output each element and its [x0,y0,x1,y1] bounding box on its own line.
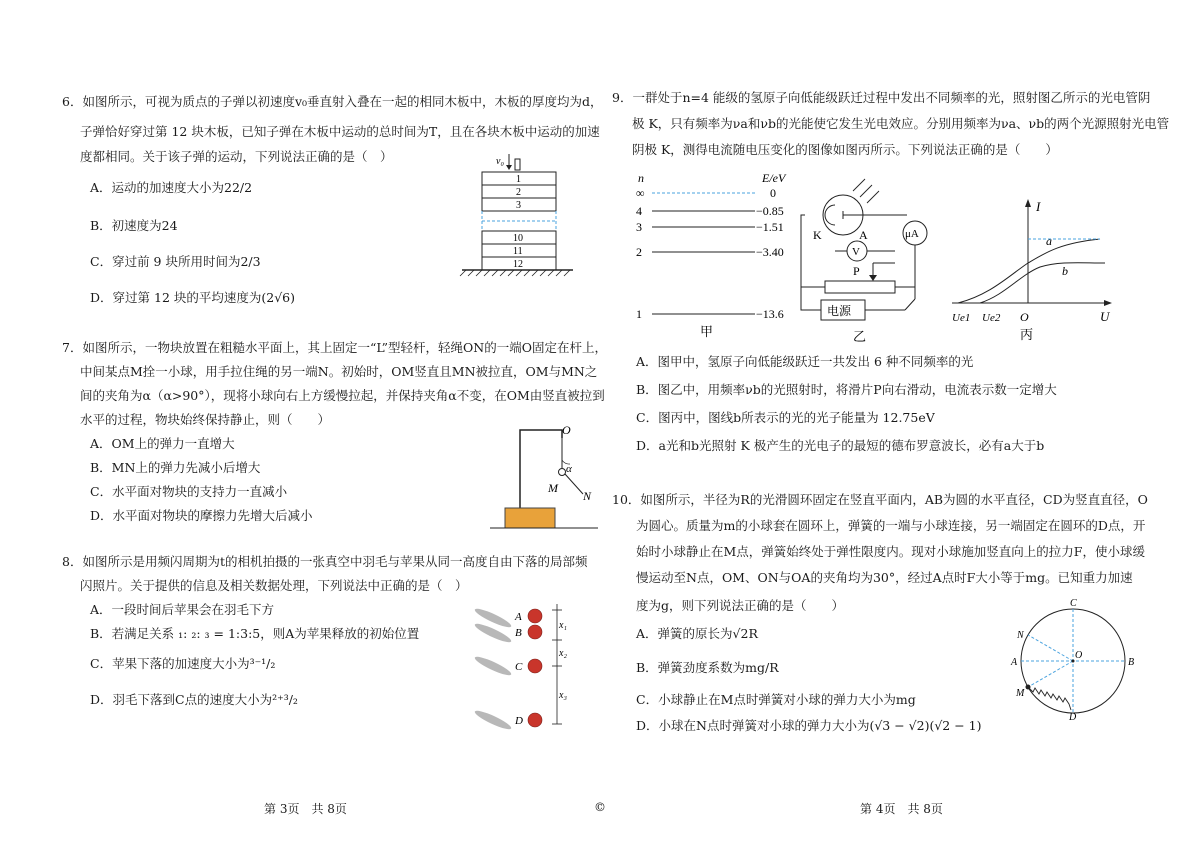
board-label-3: 3 [516,200,521,211]
q9-option-b: B．图乙中，用频率νb的光照射时，将滑片P向右滑动，电流表示数一定增大 [636,382,1057,397]
q10-label-C: C [1070,598,1077,609]
page-number-left: 第 3页 共 8页 [264,802,347,816]
level-1-e: −13.6 [756,307,784,321]
graph-Ue1-label: Ue1 [952,312,971,324]
q8-line-1: 8．如图所示是用频闪周期为t的相机拍摄的一张真空中羽毛与苹果从同一高度自由下落的局部频 [62,554,588,569]
q10-option-d: D．小球在N点时弹簧对小球的弹力大小为(√3 − √2)(√2 − 1) [636,718,982,733]
board-label-12: 12 [513,259,523,270]
apple-C [528,659,542,673]
q10-label-B: B [1128,657,1135,668]
q10-line-1: 10．如图所示，半径为R的光滑圆环固定在竖直平面内，AB为圆的水平直径，CD为竖直直径，O [612,492,1148,507]
graph-O-label: O [1020,310,1029,324]
q10-figure-ring [1011,598,1145,723]
jia-E-label: E/eV [762,171,786,185]
page-number-right: 第 4页 共 8页 [860,802,943,816]
q9-figure-IU-graph [950,175,1120,345]
q7-option-b: B．MN上的弹力先减小后增大 [90,460,261,475]
q7-line-3: 间的夹角为α（α>90°），现将小球向右上方缓慢拉起，并保持夹角α不变，在OM由竖直被拉到 [80,388,605,403]
jia-n-label: n [638,171,644,185]
level-inf-n: ∞ [636,186,645,200]
q8-label-A: A [515,611,522,623]
q7-block [505,508,555,528]
board-label-1: 1 [516,174,521,185]
level-1-n: 1 [636,307,642,321]
level-2-n: 2 [636,245,642,259]
bing-caption: 丙 [1020,327,1034,342]
q8-label-x2: x₂ [559,648,567,659]
q8-label-D: D [515,715,523,727]
q6-figure-boards [458,150,578,275]
q9-figure-circuit [795,175,945,345]
q10-option-c: C．小球静止在M点时弹簧对小球的弹力大小为mg [636,692,916,707]
q8-label-C: C [515,661,523,673]
rheostat [825,281,895,293]
q7-label-M: M [548,481,558,495]
q10-line-4: 慢运动至N点，OM、ON与OA的夹角均为30°，经过A点时F大小等于mg。已知重力加速 [636,570,1133,585]
q10-label-A: A [1011,657,1018,668]
q6-line-3: 度都相同。关于该子弹的运动，下列说法正确的是（ ） [80,149,393,164]
circuit-K-label: K [813,228,822,242]
q8-label-x3: x₃ [559,690,567,701]
q6-option-c: C．穿过前 9 块所用时间为2/3 [90,254,261,269]
level-3-e: −1.51 [756,220,784,234]
light-rays-icon [853,179,879,203]
level-2-e: −3.40 [756,245,784,259]
q7-ball [559,469,566,476]
curve-a [958,239,1100,303]
jia-caption: 甲 [700,324,714,339]
board-label-2: 2 [516,187,521,198]
q7-line-4: 水平的过程，物块始终保持静止，则（ ） [80,412,331,427]
board-label-11: 11 [513,246,523,257]
q7-option-a: A．OM上的弹力一直增大 [90,436,235,451]
level-4-n: 4 [636,204,642,218]
q7-line-1: 7．如图所示，一物块放置在粗糙水平面上，其上固定一“L”型轻杆，轻绳ON的一端O固定在杆上， [62,340,607,355]
q10-label-D: D [1069,712,1077,723]
q8-figure-strobe [465,598,585,738]
q10-label-M: M [1016,688,1025,699]
copyright-mark: © [594,800,606,814]
apple-A [528,609,542,623]
q9-option-c: C．图丙中，图线b所表示的光的光子能量为 12.75eV [636,410,935,425]
q9-line-2: 极 K，只有频率为νa和νb的光能使它发生光电效应。分别用频率为νa、νb的两个光源照射光电管 [632,116,1170,131]
board-label-10: 10 [513,233,523,244]
q9-option-a: A．图甲中，氢原子向低能级跃迁一共发出 6 种不同频率的光 [636,354,974,369]
q6-line-1: 6．如图所示，可视为质点的子弹以初速度v₀垂直射入叠在一起的相同木板中，木板的厚度均为d， [62,94,603,109]
circuit-A-label: A [859,228,868,242]
curve-b [980,263,1105,303]
q7-line-2: 中间某点M拴一小球，用手拉住绳的另一端N。初始时，OM竖直且MN被拉直，OM与MN之 [80,364,598,379]
graph-Ue2-label: Ue2 [982,312,1001,324]
q7-label-O: O [562,423,571,437]
q8-label-B: B [515,627,522,639]
slider-P-label: P [853,264,860,278]
feather-4 [473,708,513,732]
q8-option-b: B．若满足关系 ₁: ₂: ₃ = 1:3:5，则A为苹果释放的初始位置 [90,626,420,641]
q6-option-d: D．穿过第 12 块的平均速度为(2√6) [90,290,295,305]
q8-line-2: 闪照片。关于提供的信息及相关数据处理，下列说法中正确的是（ ） [80,578,468,593]
q9-figure-energy-levels [630,170,810,340]
q8-label-x1: x₁ [559,620,567,631]
level-4-e: −0.85 [756,204,784,218]
q10-ball [1026,685,1031,690]
curve-a-label: a [1046,234,1052,248]
q8-option-a: A．一段时间后苹果会在羽毛下方 [90,602,275,617]
q10-option-a: A．弹簧的原长为√2R [636,626,758,641]
q7-option-d: D．水平面对物块的摩擦力先增大后减小 [90,508,313,523]
curve-b-label: b [1062,264,1068,278]
q9-line-3: 阴极 K，测得电流随电压变化的图像如图丙所示。下列说法正确的是（ ） [632,142,1058,157]
q10-label-N: N [1017,630,1024,641]
graph-I-label: I [1036,199,1041,214]
q10-line-2: 为圆心。质量为m的小球套在圆环上，弹簧的一端与小球连接，另一端固定在圆环的D点，开 [636,518,1146,533]
q8-option-c: C．苹果下落的加速度大小为³⁻¹/₂ [90,656,276,671]
q10-option-b: B．弹簧劲度系数为mg/R [636,660,779,675]
q10-line-5: 度为g，则下列说法正确的是（ ） [636,598,845,613]
apple-B [528,625,542,639]
spring-icon [1029,688,1071,710]
voltmeter-label: V [852,246,860,258]
ammeter-label: μA [905,228,919,240]
yi-caption: 乙 [853,329,867,344]
q6-line-2: 子弹恰好穿过第 12 块木板，已知子弹在木板中运动的总时间为T，且在各块木板中运动的加速 [80,124,600,139]
q6-option-a: A．运动的加速度大小为22/2 [90,180,253,195]
q7-figure-L-rod [490,420,600,535]
level-inf-e: 0 [770,186,776,200]
q8-option-d: D．羽毛下落到C点的速度大小为²⁺³/₂ [90,692,298,707]
q7-label-alpha: α [566,463,572,475]
q9-option-d: D．a光和b光照射 K 极产生的光电子的最短的德布罗意波长，必有a大于b [636,438,1045,453]
q10-label-O: O [1075,650,1083,661]
q7-label-N: N [583,489,592,503]
graph-U-label: U [1100,309,1110,324]
q6-option-b: B．初速度为24 [90,218,178,233]
feather-3 [473,654,513,678]
q9-line-1: 9．一群处于n=4 能级的氢原子向低能级跃迁过程中发出不同频率的光，照射图乙所示的光电管阴 [612,90,1151,105]
q7-option-c: C．水平面对物块的支持力一直减小 [90,484,288,499]
apple-D [528,713,542,727]
q10-line-3: 始时小球静止在M点，弹簧始终处于弹性限度内。现对小球施加竖直向上的拉力F，使小球缓 [636,544,1145,559]
level-3-n: 3 [636,220,642,234]
power-source-label: 电源 [827,304,852,318]
switch [905,299,915,310]
q6-v0-label: v₀ [496,156,504,167]
